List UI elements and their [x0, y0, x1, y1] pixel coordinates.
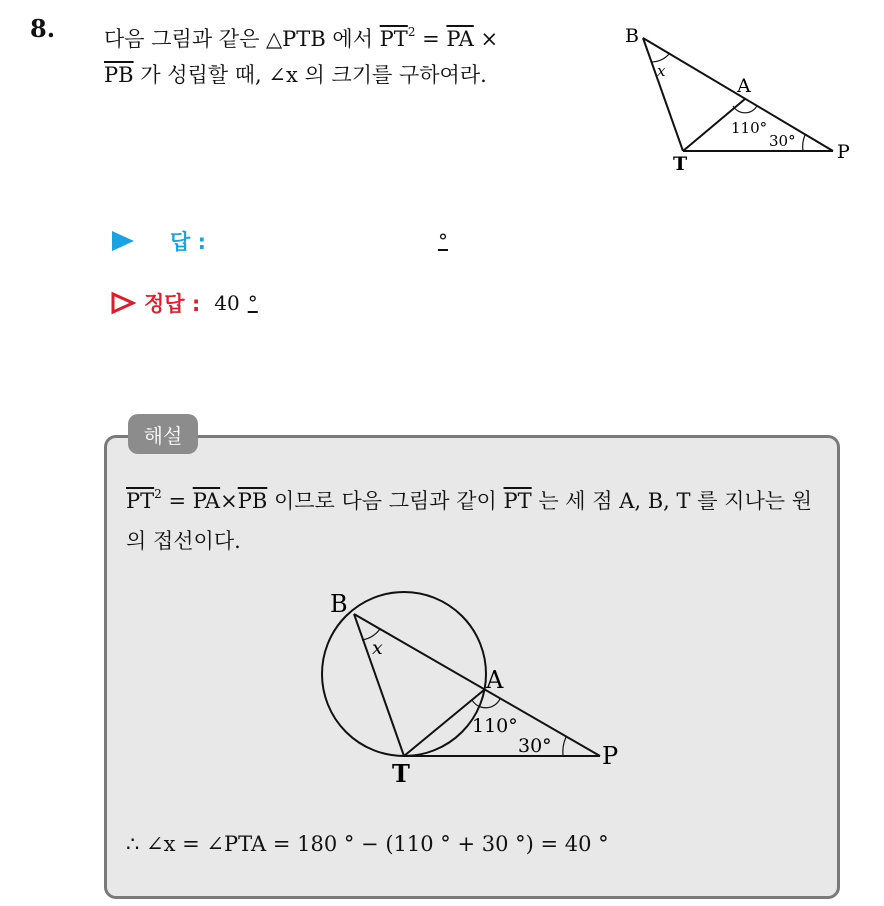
label-a: A	[737, 75, 751, 97]
triangle-figure	[615, 18, 865, 183]
angle-x-arc	[651, 53, 670, 62]
segment-bt	[643, 38, 683, 151]
label-110: 110°	[731, 119, 768, 137]
label-t: T	[392, 759, 410, 788]
label-x: x	[372, 637, 383, 659]
label-30: 30°	[769, 132, 796, 150]
correct-value: 40	[214, 291, 240, 315]
question-text: 다음 그림과 같은 △PTB 에서 $\overline{PT}^2 = \overline{PA}$ × $\overline{PB}$ 가 성립할 때, ∠x 의 크기를 구하여라.	[104, 25, 499, 87]
explanation-badge: 해설	[128, 414, 198, 454]
angle-30-arc	[563, 737, 566, 756]
angle-110-arc	[472, 699, 500, 708]
label-t: T	[673, 153, 688, 175]
answer-row	[110, 226, 448, 256]
label-p: P	[837, 141, 850, 163]
correct-row	[110, 288, 258, 318]
label-b: B	[625, 25, 639, 47]
label-110: 110°	[472, 715, 518, 737]
outline-triangle-icon	[110, 291, 136, 315]
segment-bt	[354, 614, 404, 756]
play-triangle-icon	[110, 229, 136, 253]
answer-label: 답 :	[170, 230, 206, 254]
correct-unit: °	[247, 291, 258, 315]
conclusion-line: ∴ ∠x = ∠PTA = 180 ° − (110 ° + 30 °) = 40 °	[126, 832, 609, 856]
circle-tangent-figure	[310, 586, 650, 791]
label-30: 30°	[518, 735, 552, 757]
question-number: 8.	[30, 14, 56, 43]
label-p: P	[602, 742, 619, 770]
answer-blank-unit: °	[438, 229, 448, 253]
correct-label: 정답 :	[144, 292, 201, 316]
label-x: x	[657, 62, 666, 80]
explanation-text: $\overline{PT}^2 = \overline{PA}\times\overline{PB}$ 이므로 다음 그림과 같이 $\overline{PT}$ 는 세 점 A, B, T 를 지나는 원의 접선이다.	[126, 487, 812, 553]
label-b: B	[330, 590, 348, 618]
angle-30-arc	[803, 135, 805, 151]
label-a: A	[486, 666, 504, 694]
